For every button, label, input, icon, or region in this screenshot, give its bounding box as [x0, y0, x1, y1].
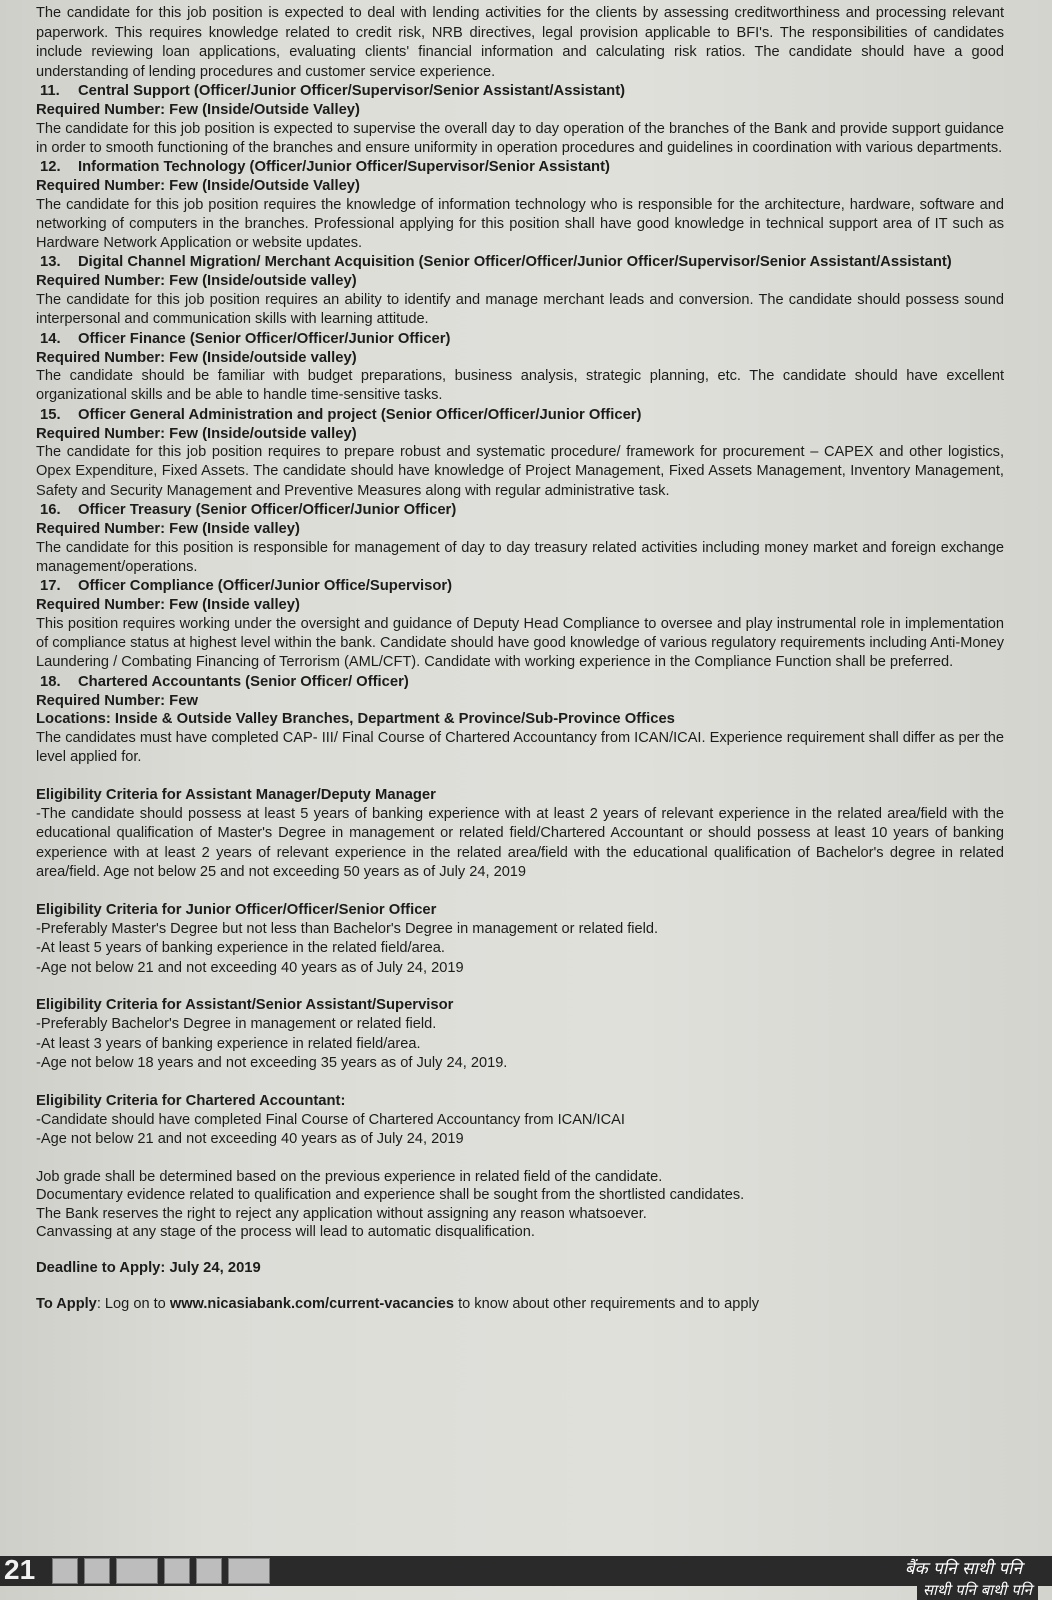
job-title: [36, 253, 1004, 272]
job-description: The candidates must have completed CAP- III/ Final Course of Chartered Accountancy from ICAN/ICAI. Experience requirement shall differ as per the level applied for.: [36, 730, 1004, 766]
job-item: [36, 406, 1004, 501]
job-description: This position requires working under the oversight and guidance of Deputy Head Compliance to oversee and play instrumental role in implementation of compliance status at highest level within the bank. Candidate should have good knowledge of various regulatory requirements including Anti-Money Laundering / Combating Financing of Terrorism (AML/CFT). Candidate with working experience in the Compliance Function shall be preferred.: [36, 615, 1004, 671]
job-title: [36, 501, 1004, 520]
required-number: Required Number: Few (Inside/Outside Valley): [36, 102, 360, 118]
required-number: Required Number: Few (Inside/outside valley): [36, 349, 357, 366]
logo-icon: [84, 1558, 110, 1584]
required-number: Required Number: Few: [36, 692, 198, 709]
locations: Locations: Inside & Outside Valley Branches, Department & Province/Sub-Province Offices: [36, 711, 675, 728]
eligibility-line: -Preferably Master's Degree but not less than Bachelor's Degree in management or related field.: [36, 920, 659, 937]
job-title: [36, 406, 1004, 425]
apply-line: [36, 1296, 1004, 1312]
eligibility-section: [36, 901, 1004, 979]
logo-icon: [116, 1558, 158, 1584]
required-number: Required Number: Few (Inside/outside valley): [36, 273, 357, 290]
eligibility-line: -At least 3 years of banking experience in related field/area.: [36, 1035, 421, 1052]
eligibility-title: Eligibility Criteria for Assistant Manager/Deputy Manager: [36, 786, 436, 803]
eligibility-line: -Candidate should have completed Final Course of Chartered Accountancy from ICAN/ICAI: [36, 1111, 625, 1128]
apply-text-before: : Log on to: [96, 1296, 170, 1313]
note-line: Job grade shall be determined based on the previous experience in related field of the candidate.: [36, 1168, 663, 1185]
eligibility-line: -Age not below 18 years and not exceeding 35 years as of July 24, 2019.: [36, 1055, 508, 1072]
eligibility-title: Eligibility Criteria for Junior Officer/Officer/Senior Officer: [36, 901, 437, 918]
eligibility-section: [36, 996, 1004, 1074]
footer-slogan: बैंक पनि साथी पनि: [904, 1559, 1022, 1579]
intro-paragraph: The candidate for this job position is expected to deal with lending activities for the clients by assessing creditworthiness and processing relevant paperwork. This requires knowledge related to credit risk, NRB directives, legal provision applicable to BFI's. The responsibilities of candidates include reviewing loan applications, evaluating clients' financial information and calculating risk ratios. The candidate should have a good understanding of lending procedures and customer service experience.: [36, 5, 1004, 80]
page-footer: [0, 1552, 1052, 1600]
logo-icon: [196, 1558, 222, 1584]
job-item: [36, 253, 1004, 329]
required-number: Required Number: Few (Inside valley): [36, 521, 300, 538]
job-title-text: Central Support (Officer/Junior Officer/Supervisor/Senior Assistant/Assistant): [78, 83, 626, 99]
job-title-text: Officer General Administration and project (Senior Officer/Officer/Junior Officer): [78, 406, 642, 423]
eligibility-section: [36, 1092, 1004, 1150]
job-number: 17.: [40, 578, 61, 595]
job-title: [36, 673, 1004, 692]
note-line: Canvassing at any stage of the process will lead to automatic disqualification.: [36, 1224, 535, 1241]
job-number: 11.: [40, 83, 60, 99]
apply-label: To Apply: [36, 1296, 97, 1313]
job-description: The candidate should be familiar with budget preparations, business analysis, strategic planning, etc. The candidate should have excellent organizational skills and be able to handle time-sensitive tasks.: [36, 368, 1004, 404]
logo-icon: [52, 1558, 78, 1584]
job-item: [36, 577, 1004, 672]
job-title-text: Officer Compliance (Officer/Junior Office/Supervisor): [78, 578, 453, 595]
eligibility-line: -Age not below 21 and not exceeding 40 years as of July 24, 2019: [36, 1131, 464, 1148]
job-item: [36, 158, 1004, 253]
eligibility-section: [36, 786, 1004, 883]
job-title-text: Chartered Accountants (Senior Officer/ Officer): [78, 673, 409, 690]
footer-slogan-secondary: साथी पनि बाथी पनि: [917, 1580, 1038, 1600]
required-number: Required Number: Few (Inside valley): [36, 597, 300, 614]
job-description: The candidate for this job position requires to prepare robust and systematic procedure/ framework for procurement – CAPEX and other logistics, Opex Expenditure, Fixed Assets. The candidate should have knowledge of Project Management, Fixed Assets Management, Inventory Management, Safety and Security Management and Preventive Measures along with regular administrative task.: [36, 444, 1004, 499]
certification-logos: [52, 1558, 270, 1584]
required-number: Required Number: Few (Inside/outside valley): [36, 425, 357, 442]
job-title-text: Officer Finance (Senior Officer/Officer/Junior Officer): [78, 330, 451, 347]
logo-icon: [164, 1558, 190, 1584]
eligibility-line: -At least 5 years of banking experience in the related field/area.: [36, 940, 445, 957]
job-title-text: Digital Channel Migration/ Merchant Acquisition (Senior Officer/Officer/Junior Officer/Supervisor/Senior Assistant/Assistant): [78, 254, 952, 271]
job-number: 15.: [40, 406, 61, 423]
eligibility-line: -The candidate should possess at least 5 years of banking experience with at least 2 years of relevant experience in the related area/field with the educational qualification of Master's Degree in management or related field/Chartered Accountant or should possess at least 10 years of banking experience with at least 2 years of relevant experience in the related area/field with the educational qualification of Bachelor's degree in related area/field. Age not below 25 and not exceeding 50 years as of July 24, 2019: [36, 805, 1004, 881]
job-title: [36, 158, 1004, 177]
page-number: 21: [4, 1554, 36, 1585]
logo-icon: [228, 1558, 270, 1584]
job-number: 12.: [40, 159, 61, 176]
job-item: [36, 330, 1004, 406]
required-number: Required Number: Few (Inside/Outside Valley): [36, 178, 360, 195]
note-line: The Bank reserves the right to reject any application without assigning any reason whatsoever.: [36, 1205, 647, 1222]
job-title: [36, 330, 1004, 349]
eligibility-title: Eligibility Criteria for Chartered Accountant:: [36, 1092, 346, 1109]
note-line: Documentary evidence related to qualification and experience shall be sought from the shortlisted candidates.: [36, 1187, 745, 1204]
job-number: 14.: [40, 330, 61, 347]
apply-url-link[interactable]: www.nicasiabank.com/current-vacancies: [169, 1296, 455, 1313]
vacancy-column: [36, 4, 1004, 1312]
deadline: Deadline to Apply: July 24, 2019: [36, 1260, 261, 1277]
job-description: The candidate for this job position is expected to supervise the overall day to day operation of the branches of the Bank and provide support guidance in order to smooth functioning of the branches and ensure uniformity in operation procedures and guidelines in coordination with various departments.: [36, 120, 1004, 156]
notes-list: [36, 1168, 796, 1242]
job-list: [36, 82, 1004, 673]
job-item: [36, 82, 1004, 158]
eligibility-line: -Age not below 21 and not exceeding 40 years as of July 24, 2019: [36, 959, 464, 976]
job-title: [36, 82, 1004, 101]
job-number: 16.: [40, 502, 61, 519]
job-title-text: Information Technology (Officer/Junior Officer/Supervisor/Senior Assistant): [78, 159, 610, 176]
job-description: The candidate for this position is responsible for management of day to day treasury related activities including money market and foreign exchange management/operations.: [36, 539, 1004, 575]
eligibility-title: Eligibility Criteria for Assistant/Senior Assistant/Supervisor: [36, 997, 454, 1014]
eligibility-line: -Preferably Bachelor's Degree in management or related field.: [36, 1016, 437, 1033]
job-number: 13.: [40, 254, 61, 271]
job-number: 18.: [40, 673, 61, 690]
apply-text-after: to know about other requirements and to apply: [454, 1296, 760, 1313]
job-description: The candidate for this job position requires an ability to identify and manage merchant leads and conversion. The candidate should possess sound interpersonal and communication skills with learning attitude.: [36, 291, 1004, 328]
job-item-18: [36, 673, 1004, 768]
job-title: [36, 577, 1004, 596]
job-title-text: Officer Treasury (Senior Officer/Officer/Junior Officer): [78, 502, 457, 519]
job-item: [36, 501, 1004, 577]
eligibility-list: [36, 786, 1004, 1150]
job-description: The candidate for this job position requires the knowledge of information technology who is responsible for the architecture, hardware, software and networking of computers in the branches. Professional applying for this position shall have good knowledge in technical support area of IT such as Hardware Network Application or website updates.: [36, 196, 1004, 252]
